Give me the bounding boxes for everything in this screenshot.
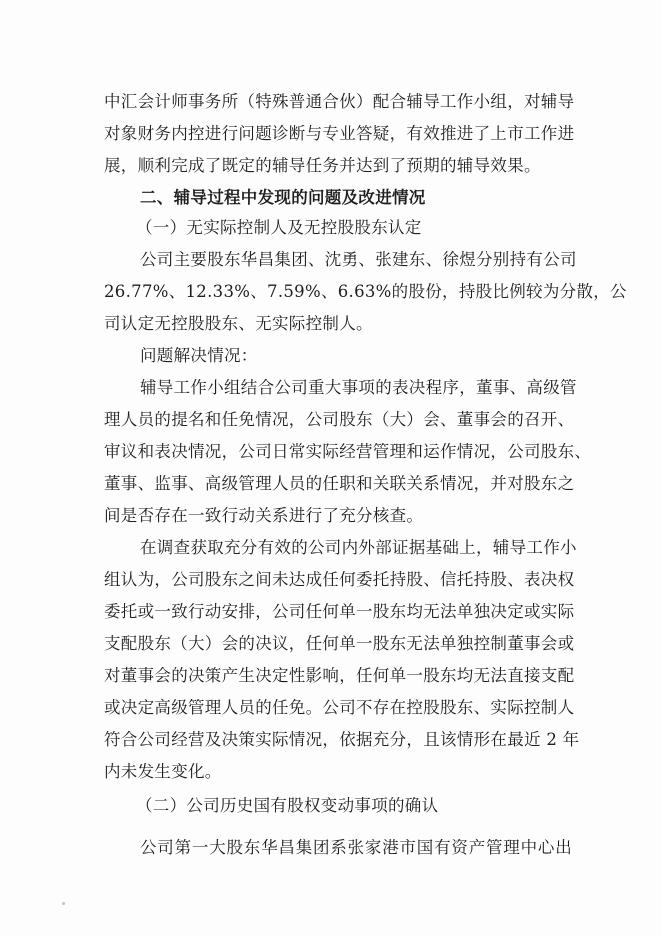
body-text-line: 中汇会计师事务所（特殊普通合伙）配合辅导工作小组，对辅导 bbox=[104, 92, 575, 111]
paragraph-label: 问题解决情况： bbox=[140, 346, 258, 365]
body-text-line: 对董事会的决策产生决定性影响，任何单一股东均无法直接支配 bbox=[104, 666, 575, 685]
body-text-line: 董事、监事、高级管理人员的任职和关联关系情况，并对股东之 bbox=[104, 474, 575, 493]
body-text-line: 26.77%、12.33%、7.59%、6.63%的股份，持股比例较为分散，公 bbox=[104, 282, 627, 301]
body-text-line: 理人员的提名和任免情况，公司股东（大）会、董事会的召开、 bbox=[104, 410, 575, 429]
body-text-line: 司认定无控股股东、无实际控制人。 bbox=[104, 314, 373, 333]
body-text-line: 辅导工作小组结合公司重大事项的表决程序，董事、高级管 bbox=[140, 378, 577, 397]
body-text-line: 间是否存在一致行动关系进行了充分核查。 bbox=[104, 506, 424, 525]
body-text-line: 对象财务内控进行问题诊断与专业答疑，有效推进了上市工作进 bbox=[104, 124, 575, 143]
body-text-line: 审议和表决情况，公司日常实际经营管理和运作情况，公司股东、 bbox=[104, 442, 592, 461]
body-text-line: 或决定高级管理人员的任免。公司不存在控股股东、实际控制人 bbox=[104, 698, 575, 717]
body-text-line: 公司主要股东华昌集团、沈勇、张建东、徐煜分别持有公司 bbox=[140, 250, 577, 269]
body-text-line: 组认为，公司股东之间未达成任何委托持股、信托持股、表决权 bbox=[104, 570, 575, 589]
body-text-line: 展，顺利完成了既定的辅导任务并达到了预期的辅导效果。 bbox=[104, 156, 541, 175]
subsection-heading: （一）无实际控制人及无控股股东认定 bbox=[136, 218, 422, 237]
body-text-line: 符合公司经营及决策实际情况，依据充分，且该情形在最近 2 年 bbox=[104, 730, 580, 749]
body-text-line: 委托或一致行动安排，公司任何单一股东均无法单独决定或实际 bbox=[104, 602, 575, 621]
section-heading: 二、辅导过程中发现的问题及改进情况 bbox=[140, 188, 426, 207]
body-text-line: 内未发生变化。 bbox=[104, 762, 222, 781]
body-text-line: 公司第一大股东华昌集团系张家港市国有资产管理中心出 bbox=[140, 838, 572, 857]
body-text-line: 在调查获取充分有效的公司内外部证据基础上，辅导工作小 bbox=[140, 538, 577, 557]
subsection-heading: （二）公司历史国有股权变动事项的确认 bbox=[136, 796, 439, 815]
scan-speck bbox=[62, 902, 65, 905]
body-text-line: 支配股东（大）会的决议，任何单一股东无法单独控制董事会或 bbox=[104, 634, 575, 653]
